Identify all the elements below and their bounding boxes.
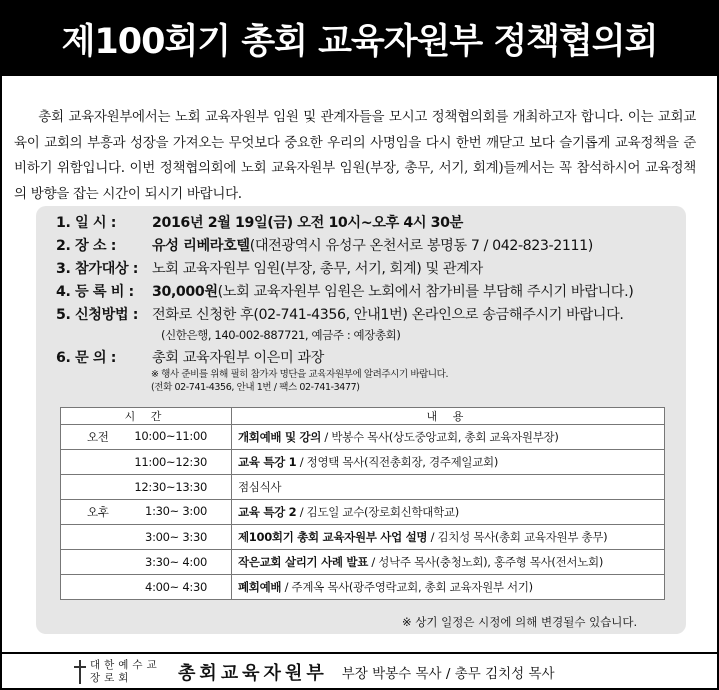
schedule-content: 개회예배 및 강의 / 박봉수 목사(상도중앙교회, 총회 교육자원부장) xyxy=(232,425,665,450)
fee-row xyxy=(56,279,692,302)
schedule-content: 제100회기 총회 교육자원부 사업 설명 / 김치성 목사(총회 교육자원부 총무) xyxy=(232,525,665,550)
info-list xyxy=(56,210,692,394)
time-header: 시 간 xyxy=(61,408,232,425)
table-row xyxy=(61,475,665,500)
schedule-time: 11:00~12:30 xyxy=(61,450,232,475)
notice-line-2: (전화 02-741-4356, 안내 1번 / 팩스 02-741-3477) xyxy=(151,382,360,393)
schedule-content: 폐회예배 / 주계옥 목사(광주영락교회, 총회 교육자원부 서기) xyxy=(232,575,665,600)
place-value: 유성 리베라호텔(대전광역시 유성구 온천서로 봉명동 7 / 042-823-2111) xyxy=(152,237,593,254)
date-value: 2016년 2월 19일(금) 오전 10시~오후 4시 30분 xyxy=(152,214,463,231)
contact-value: 총회 교육자원부 이은미 과장 xyxy=(152,349,324,366)
apply-row xyxy=(56,302,692,325)
contact-label: 6. 문 의 : xyxy=(56,349,116,366)
contact-row xyxy=(56,345,692,368)
schedule-content: 작은교회 살리기 사례 발표 / 성낙주 목사(충청노회), 홍주형 목사(전서노회) xyxy=(232,550,665,575)
fee-value: 30,000원(노회 교육자원부 임원은 노회에서 참가비를 부담해 주시기 바랍니다.) xyxy=(152,283,634,300)
footer xyxy=(2,652,717,690)
cross-icon xyxy=(74,660,86,684)
schedule-table xyxy=(60,407,665,600)
footnote: ※ 상기 일정은 시정에 의해 변경될수 있습니다. xyxy=(402,615,638,629)
schedule-time: 4:00~ 4:30 xyxy=(61,575,232,600)
target-value: 노회 교육자원부 임원(부장, 총무, 서기, 회계) 및 관계자 xyxy=(152,260,483,277)
fee-label: 4. 등 록 비 : xyxy=(56,283,134,300)
table-row xyxy=(61,425,665,450)
schedule-time: 3:30~ 4:00 xyxy=(61,550,232,575)
department-name: 총회교육자원부 xyxy=(178,663,328,684)
notice-line-1: ※ 행사 준비를 위해 필히 참가자 명단을 교육자원부에 알려주시기 바랍니다. xyxy=(151,369,449,380)
schedule-content: 점심식사 xyxy=(232,475,665,500)
schedule-content: 교육 특강 2 / 김도일 교수(장로회신학대학교) xyxy=(232,500,665,525)
schedule-time: 3:00~ 3:30 xyxy=(61,525,232,550)
place-label: 2. 장 소 : xyxy=(56,237,116,254)
table-row xyxy=(61,575,665,600)
content-header: 내 용 xyxy=(232,408,665,425)
place-row xyxy=(56,233,692,256)
target-row xyxy=(56,256,692,279)
table-row xyxy=(61,525,665,550)
church-name: 대한예수교 장로회 xyxy=(90,659,161,684)
table-row xyxy=(61,450,665,475)
date-label: 1. 일 시 : xyxy=(56,214,116,231)
officers: 부장 박봉수 목사 / 총무 김치성 목사 xyxy=(341,666,555,682)
date-row xyxy=(56,210,692,233)
intro-text xyxy=(14,105,696,207)
schedule-time: 오전 10:00~11:00 xyxy=(61,425,232,450)
bank-info: (신한은행, 140-002-887721, 예금주 : 예장총회) xyxy=(161,328,401,342)
table-row xyxy=(61,500,665,525)
title-bar xyxy=(2,2,717,76)
intro-paragraph: 총회 교육자원부에서는 노회 교육자원부 임원 및 관계자들을 모시고 정책협의회를 개최하고자 합니다. 이는 교회교육이 교회의 부흥과 성장을 가져오는 무엇보다 중요한 우리의 사명임을 다시 한번 깨닫고 보다 슬기롭게 교육정책을 준비하기 위함입니다. 이번 정책협의회에 노회 교육자원부 임원(부장, 총무, 서기, 회계)들께서는 꼭 참석하시어 교육정책의 방향을 잡는 시간이 되시기 바랍니다. xyxy=(14,109,696,202)
schedule-time: 오후 1:30~ 3:00 xyxy=(61,500,232,525)
schedule-body xyxy=(61,425,665,600)
target-label: 3. 참가대상 : xyxy=(56,260,139,277)
apply-label: 5. 신청방법 : xyxy=(56,306,139,323)
table-row xyxy=(61,550,665,575)
apply-value: 전화로 신청한 후(02-741-4356, 안내1번) 온라인으로 송금해주시기 바랍니다. xyxy=(152,306,624,323)
schedule-time: 12:30~13:30 xyxy=(61,475,232,500)
page-title: 제100회기 총회 교육자원부 정책협의회 xyxy=(61,22,658,62)
schedule-content: 교육 특강 1 / 정영택 목사(직전총회장, 경주제일교회) xyxy=(232,450,665,475)
